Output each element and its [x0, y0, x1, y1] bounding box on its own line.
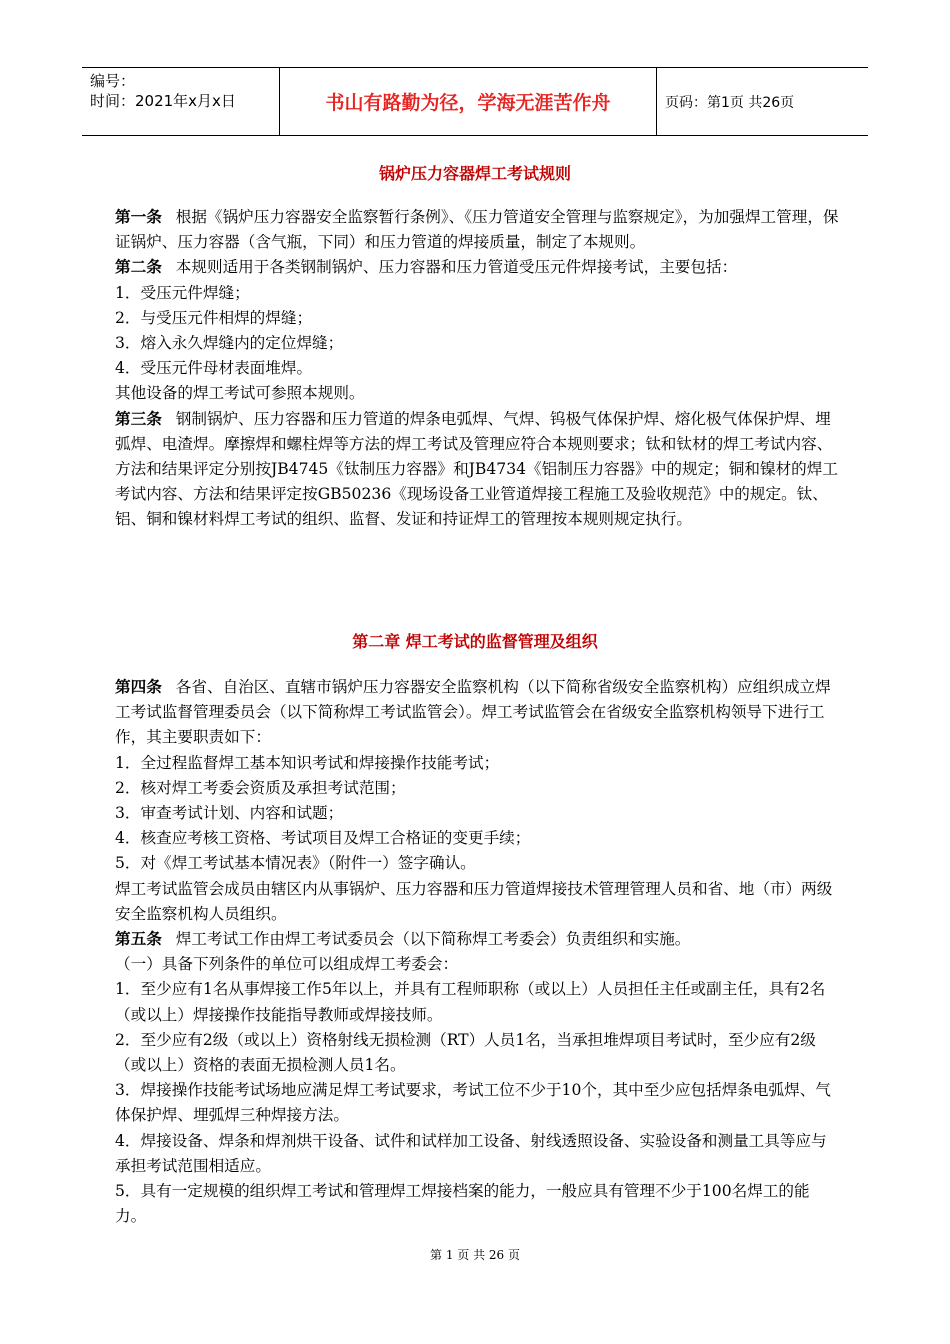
document-date: 时间：2021年x月x日: [90, 92, 236, 110]
list-item: 3．熔入永久焊缝内的定位焊缝；: [115, 334, 344, 353]
paragraph: 焊工考试监管会成员由辖区内从事锅炉、压力容器和压力管道焊接技术管理管理人员和省、地（市）两级安全监察机构人员组织。: [115, 879, 833, 923]
document-title: 锅炉压力容器焊工考试规则: [378, 164, 571, 183]
article-3: [115, 407, 839, 533]
article-2: [115, 255, 839, 280]
list-item: 5．对《焊工考试基本情况表》（附件一）签字确认。: [115, 854, 476, 873]
article-text: 各省、自治区、直辖市锅炉压力容器安全监察机构（以下简称省级安全监察机构）应组织成立焊工考试监督管理委员会（以下简称焊工考试监管会）。焊工考试监管会在省级安全监察机构领导下进行工作，其主要职责如下：: [115, 678, 831, 747]
list-item: 2．与受压元件相焊的焊缝；: [115, 308, 313, 327]
list-item: 1．至少应有1名从事焊接工作5年以上，并具有工程师职称（或以上）人员担任主任或副主任，具有2名（或以上）焊接操作技能指导教师或焊接技师。: [115, 980, 826, 1024]
article-text: 根据《锅炉压力容器安全监察暂行条例》、《压力管道安全管理与监察规定》，为加强焊工管理，保证锅炉、压力容器（含气瓶，下同）和压力管道的焊接质量，制定了本规则。: [115, 208, 839, 252]
header-meta: [82, 68, 280, 135]
list-item: 3．焊接操作技能考试场地应满足焊工考试要求，考试工位不少于10个，其中至少应包括焊条电弧焊、气体保护焊、埋弧焊三种焊接方法。: [115, 1081, 831, 1125]
paragraph: 其他设备的焊工考试可参照本规则。: [115, 384, 365, 403]
list-item: 1．受压元件焊缝；: [115, 283, 250, 302]
section-supervision: [115, 675, 839, 1229]
list-item: 3．审查考试计划、内容和试题；: [115, 804, 344, 823]
chapter-title: 第二章 焊工考试的监督管理及组织: [352, 632, 598, 651]
article-label: 第二条: [115, 258, 162, 277]
list-item: 4．核查应考核工资格、考试项目及焊工合格证的变更手续；: [115, 829, 531, 848]
article-text: 钢制锅炉、压力容器和压力管道的焊条电弧焊、气焊、钨极气体保护焊、熔化极气体保护焊、埋弧焊、电渣焊。摩擦焊和螺柱焊等方法的焊工考试及管理应符合本规则要求；钛和钛材的焊工考试内容、方法和结果评定分别按JB4745《钛制压力容器》和JB4734《铝制压力容器》中的规定；铜和镍材的焊工考试内容、方法和结果评定按GB50236《现场设备工业管道焊接工程施工及验收规范》中的规定。钛、铝、铜和镍材料焊工考试的组织、监督、发证和持证焊工的管理按本规则规定执行。: [115, 409, 838, 529]
list-item: 4．受压元件母材表面堆焊。: [115, 359, 313, 378]
list-item: 2．至少应有2级（或以上）资格射线无损检测（RT）人员1名，当承担堆焊项目考试时，至少应有2级（或以上）资格的表面无损检测人员1名。: [115, 1030, 816, 1075]
page-footer: 第 1 页 共 26 页: [430, 1248, 520, 1262]
list-item: 5．具有一定规模的组织焊工考试和管理焊工焊接档案的能力，一般应具有管理不少于100名焊工的能力。: [115, 1182, 810, 1226]
article-text: 焊工考试工作由焊工考试委员会（以下简称焊工考委会）负责组织和实施。: [175, 930, 691, 949]
article-4: [115, 675, 839, 751]
article-label: 第五条: [115, 930, 162, 949]
header-page-number: 页码：第1页 共26页: [665, 94, 795, 111]
header-motto: 书山有路勤为径，学海无涯苦作舟: [280, 68, 657, 135]
article-label: 第三条: [115, 409, 162, 428]
article-label: 第一条: [115, 208, 162, 226]
sub-heading: （一）具备下列条件的单位可以组成焊工考委会：: [115, 955, 459, 974]
article-text: 本规则适用于各类钢制锅炉、压力容器和压力管道受压元件焊接考试，主要包括：: [175, 258, 738, 277]
document-number: 编号：: [90, 72, 136, 90]
list-item: 2．核对焊工考委会资质及承担考试范围；: [115, 778, 406, 797]
article-label: 第四条: [115, 678, 162, 696]
list-item: 4．焊接设备、焊条和焊剂烘干设备、试件和试样加工设备、射线透照设备、实验设备和测量工具等应与承担考试范围相适应。: [115, 1131, 827, 1175]
section-general: [115, 205, 839, 533]
article-1: [115, 205, 839, 255]
article-5: [115, 927, 839, 952]
page-header: [82, 67, 868, 136]
list-item: 1．全过程监督焊工基本知识考试和焊接操作技能考试；: [115, 753, 500, 772]
